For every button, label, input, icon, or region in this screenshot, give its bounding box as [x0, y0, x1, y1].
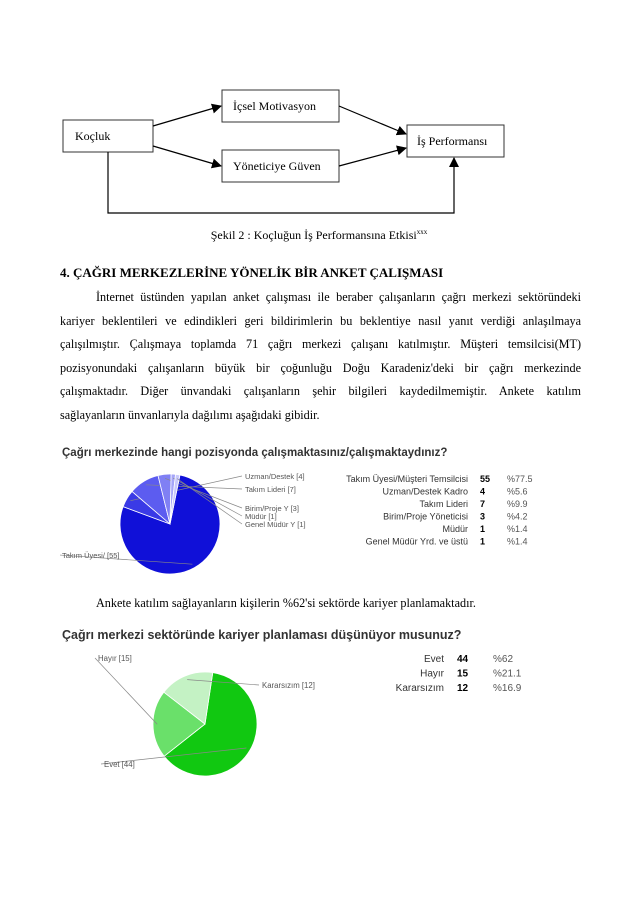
arrow-yonetici-performans	[339, 148, 406, 166]
pie-label: Takım Üyesi/ [55]	[62, 551, 120, 560]
legend-percent: %77.5	[507, 474, 533, 484]
legend-label: Birim/Proje Yöneticisi	[383, 511, 468, 522]
paragraph-2: Ankete katılım sağlayanların kişilerin %62'si sektörde kariyer planlamaktadır.	[96, 596, 476, 610]
pie-label: Hayır [15]	[98, 654, 132, 663]
legend-percent: %5.6	[507, 486, 528, 497]
legend-count: 55	[480, 474, 491, 484]
chart2-pie	[60, 646, 540, 776]
paragraph-line: kariyer beklentileri ve edindikleri geri bildirimlerin bu beklentiye nasıl yanıt verdiği anlaşılmaya	[60, 313, 581, 328]
legend-label: Takım Lideri	[419, 499, 468, 509]
paragraph-line: pozisyonundaki çalışanların büyük bir çoğunluğu Doğu Karadeniz'deki bir çağrı merkezinde	[60, 360, 581, 375]
legend-label: Takım Üyesi/Müşteri Temsilcisi	[346, 474, 468, 484]
node-yonetici-label: Yöneticiye Güven	[233, 159, 321, 173]
pie-label: Genel Müdür Y [1]	[245, 520, 306, 529]
legend-count: 1	[480, 536, 486, 547]
node-icsel-label: İçsel Motivasyon	[233, 99, 316, 113]
legend-percent: %1.4	[507, 536, 528, 547]
paragraph-line: çalışılmıştır. Çalışmaya toplamda 71 çağrı merkezi çalışanı katılmıştır. Müşteri temsilcisi(MT)	[60, 337, 581, 352]
pie-label: Takım Lideri [7]	[245, 485, 296, 494]
legend-percent: %62	[493, 654, 514, 665]
leader-line	[95, 658, 157, 724]
legend-count: 3	[480, 511, 486, 522]
paragraph-line: sağlayanların ünvanlarıyla dağılımı aşağıdaki gibidir.	[60, 407, 320, 422]
legend-percent: %16.9	[493, 683, 522, 694]
section-heading: 4. ÇAĞRI MERKEZLERİNE YÖNELİK BİR ANKET ÇALIŞMASI	[60, 265, 444, 280]
legend-percent: %9.9	[507, 499, 528, 509]
figure-caption	[0, 228, 638, 243]
arrow-kocluk-icsel	[153, 106, 221, 126]
paragraph-line: İnternet üstünden yapılan anket çalışması ile beraber çalışanların çağrı merkezi sektöründeki	[96, 290, 581, 304]
node-kocluk-label: Koçluk	[75, 129, 111, 143]
legend-label: Uzman/Destek Kadro	[382, 486, 468, 497]
coaching-diagram	[55, 82, 515, 222]
caption-sup: xxx	[416, 228, 428, 236]
legend-count: 44	[457, 654, 469, 665]
legend-label: Evet	[423, 654, 444, 665]
pie-label: Evet [44]	[104, 760, 135, 769]
legend-count: 7	[480, 499, 486, 509]
legend-label: Kararsızım	[395, 683, 444, 694]
chart1-pie	[60, 462, 580, 582]
legend-count: 1	[480, 524, 486, 534]
chart1-title: Çağrı merkezinde hangi pozisyonda çalışmaktasınız/çalışmaktaydınız?	[62, 447, 448, 459]
chart2-title: Çağrı merkezi sektöründe kariyer planlaması düşünüyor musunuz?	[62, 628, 462, 642]
arrow-kocluk-yonetici	[153, 146, 221, 166]
legend-percent: %21.1	[493, 668, 522, 680]
pie-label: Kararsızım [12]	[262, 681, 315, 690]
legend-percent: %4.2	[507, 511, 528, 522]
pie-label: Uzman/Destek [4]	[245, 472, 305, 481]
legend-label: Müdür	[442, 524, 468, 534]
legend-count: 12	[457, 683, 469, 694]
pie-label: Birim/Proje Y [3]	[245, 504, 299, 513]
legend-percent: %1.4	[507, 524, 528, 534]
node-performans-label: İş Performansı	[417, 134, 488, 148]
legend-label: Genel Müdür Yrd. ve üstü	[365, 536, 468, 547]
arrow-icsel-performans	[339, 106, 406, 134]
legend-label: Hayır	[420, 668, 444, 680]
caption-text: Şekil 2 : Koçluğun İş Performansına Etkisi	[210, 228, 417, 242]
legend-count: 4	[480, 486, 486, 497]
legend-count: 15	[457, 668, 469, 680]
paragraph-1	[60, 286, 581, 428]
paragraph-line: çalışmaktadır. Diğer ünvandaki çalışanların şehir bilgileri kaydedilmemiştir. Ankete katılım	[60, 384, 581, 399]
pie-label: Müdür [1]	[245, 512, 277, 521]
